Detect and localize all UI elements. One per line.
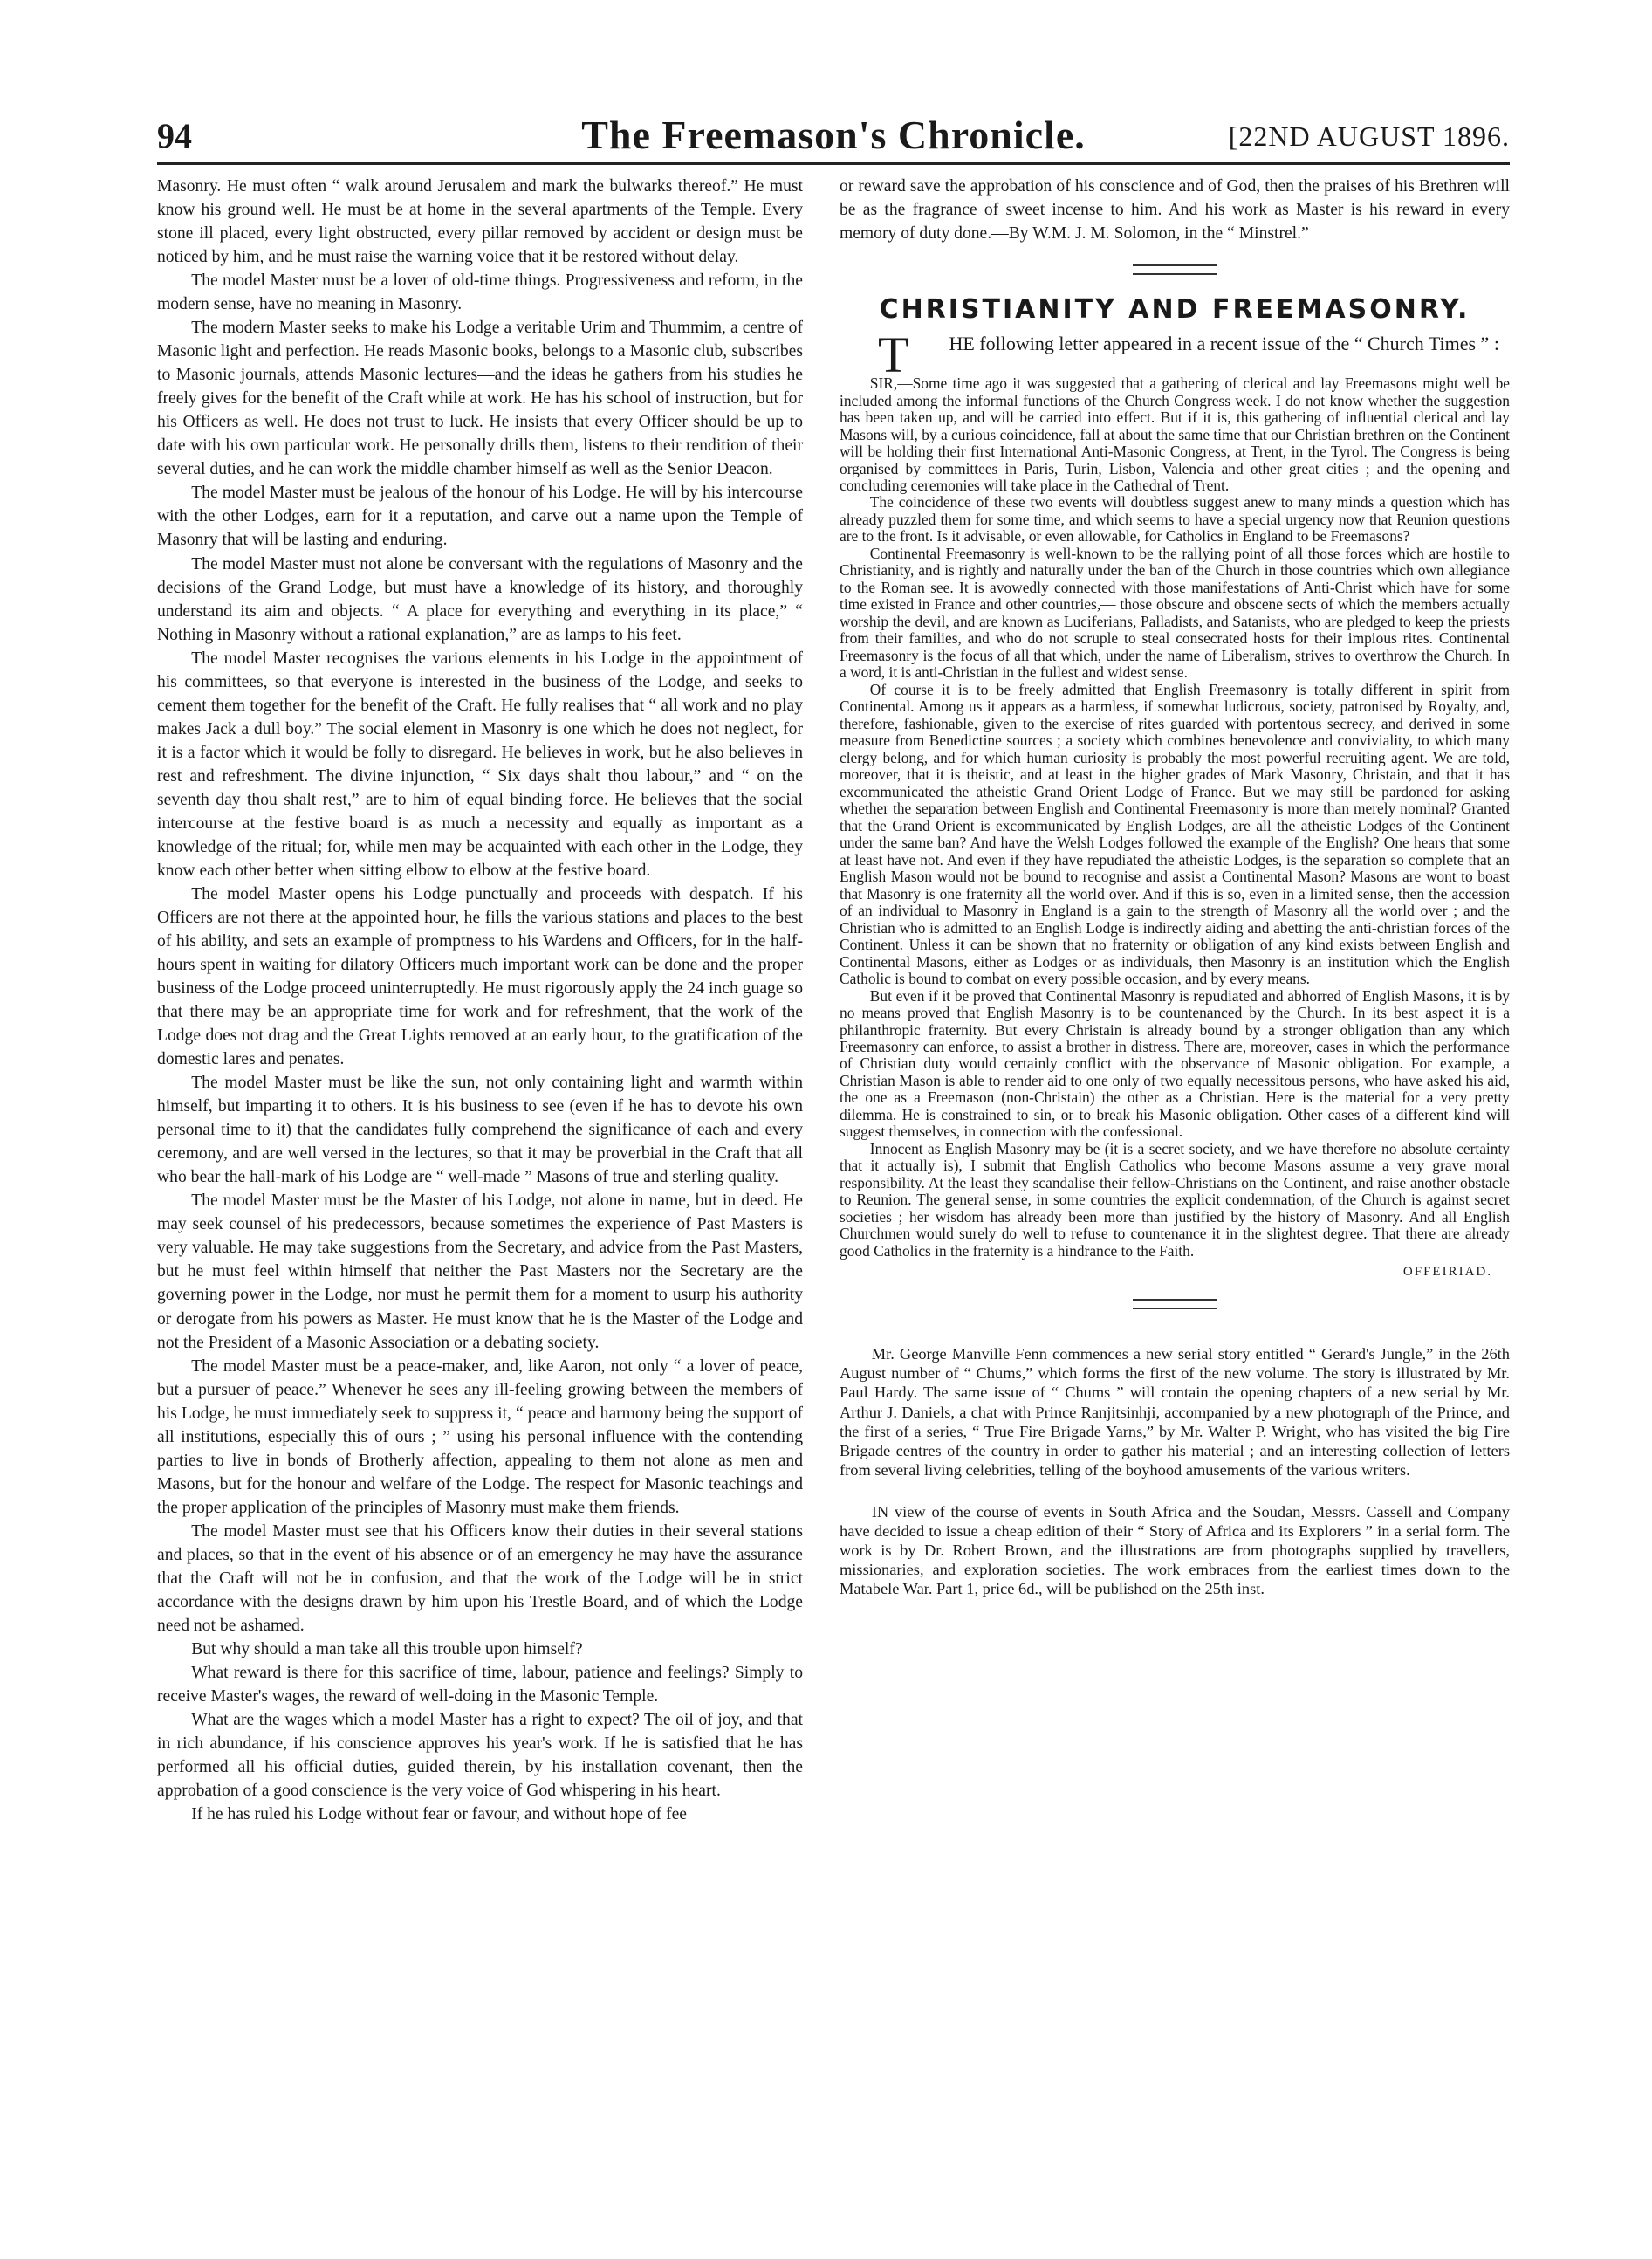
header-rule	[157, 162, 1510, 165]
left-paragraph: The model Master must not alone be conversant with the regulations of Masonry and the decisions of the Grand Lodge, but must have a knowledge of its history, and thoroughly understand its aim and objects. “ A place for everything and everything in its place,” “ Nothing in Masonry without a rational explanation,” are as lamps to his feet.	[157, 554, 803, 644]
left-column	[157, 175, 803, 1826]
left-paragraph: The model Master must be like the sun, not only containing light and warmth within himself, but imparting it to others. It is his business to see (even if he has to devote his own personal time to it) that the candidates fully comprehend the significance of each and every ceremony, and are well versed in the lectures, so that it may be proverbial in the Craft that all who bear the hall-mark of his Lodge are “ well-made ” Masons of true and sterling quality.	[157, 1074, 803, 1187]
letter-paragraph: But even if it be proved that Continental Masonry is repudiated and abhorred of English Masons, it is by no means proved that English Masonry is to be countenanced by the Church. In its best aspect it is a philanthropic fraternity. But every Christain is already bound by a stronger obligation than any which Freemasonry can enforce, to assist a brother in distress. There are, moreover, cases in which the performance of Christian duty would certainly conflict with the observance of Masonic obligation. For example, a Christian Mason is able to render aid to one only of two equally necessitous persons, who have asked his aid, the one as a Freemason (non-Christain) the other as a Christian. Here is the material for a very pretty dilemma. He is constrained to sin, or to break his Masonic obligation. Other cases of a different kind will suggest themselves, in connection with the confessional.	[840, 986, 1510, 1141]
news-item: IN view of the course of events in South Africa and the Soudan, Messrs. Cassell and Company have decided to issue a cheap edition of their “ Story of Africa and its Explorers ” in a serial form. The work is by Dr. Robert Brown, and the illustrations are from photographs supplied by travellers, missionaries, and exploration societies. The work embraces from the earliest times down to the Matabele War. Part 1, price 6d., will be published on the 25th inst.	[840, 1502, 1510, 1598]
letter-body	[840, 375, 1510, 1260]
section-divider	[1133, 264, 1217, 275]
letter-paragraph: Of course it is to be freely admitted that English Freemasonry is totally different in spirit from Continental. Among us it appears as a harmless, if somewhat ludicrous, society, patronised by Royalty, and, therefore, fashionable, given to the exercise of rites guarded with portentous secrecy, and derived in some measure from Benedictine sources ; a society which combines benevolence and conviviality, to which many clergy belong, and for which human curiosity is probably the most powerful recruiting agent. We are told, moreover, that it is theistic, and at least in the higher grades of Mark Masonry, Christain, and that it has excommunicated the atheistic Grand Orient Lodge of France. But we may still be pardoned for asking whether the separation between English and Continental Freemasonry is more than merely nominal? Granted that the Grand Orient is excommunicated by English Lodges, are all the atheistic Lodges of the Continent under the same ban? And have the Welsh Lodges followed the example of the English? One hears that some at least have not. And even if they have repudiated the atheistic Lodges, is the separation so complete that an English Mason would not be bound to recognise and assist a Continental Mason? Masons are wont to boast that Masonry is one fraternity all the world over. And if this is so, even in a limited sense, then the accession of an individual to Masonry in England is a gain to the strength of Masonry all the world over ; and the Christian who is admitted to an English Lodge is indirectly aiding and abetting the anti-christian forces of the Continent. Unless it can be shown that no fraternity or obligation of any kind exists between English and Continental Masons, either as Lodges or as individuals, then Masonry is an institution which the English Catholic is bound to combat on every possible occasion, and by every means.	[840, 680, 1510, 988]
issue-date: [22ND AUGUST 1896.	[1228, 120, 1510, 152]
drop-cap: T	[878, 326, 909, 384]
left-paragraph: The model Master recognises the various elements in his Lodge in the appointment of his committees, so that everyone is interested in the business of the Lodge, and seeks to cement them together for the benefit of the Craft. He fully realises that “ all work and no play makes Jack a dull boy.” The social element in Masonry is one which he does not neglect, for it is a factor which it would be folly to disregard. He believes in work, but he also believes in rest and refreshment. The divine injunction, “ Six days shalt thou labour,” and “ on the seventh day thou shalt rest,” are to him of equal binding force. He believes that the social intercourse at the festive board is as much a necessity and equally as important as a knowledge of the ritual; for, while men may be acquainted with each other in the Lodge, they know each other better when sitting elbow to elbow at the festive board.	[157, 649, 803, 880]
letter-paragraph: Innocent as English Masonry may be (it is a secret society, and we have therefore no absolute certainty that it actually is), I submit that English Catholics who become Masons assume a very grave moral responsibility. At the least they scandalise their fellow-Christians on the Continent, and raise another obstacle to Reunion. The general sense, in some countries the explicit condemnation, of the Church is against secret societies ; her wisdom has already been more than justified by the history of Masonry. And all English Churchmen would surely do well to refuse to countenance it in the slightest degree. That there are already good Catholics in the fraternity is a hindrance to the Faith.	[840, 1139, 1510, 1260]
letter-paragraph: SIR,—Some time ago it was suggested that a gathering of clerical and lay Freemasons might well be included among the informal functions of the Church Congress week. I do not know whether the suggestion has been taken up, and will be carried into effect. But if it is, this gathering of influential clerical and lay Masons will, by a curious coincidence, fall at about the same time that our Christian brethren on the Continent will be holding their first International Anti-Masonic Congress, at Trent, in the Tyrol. The Congress is being organised by committees in Paris, Turin, Lisbon, Valencia and other great cities ; and the opening and concluding ceremonies will take place in the Cathedral of Trent.	[840, 374, 1510, 494]
left-paragraph: Masonry. He must often “ walk around Jerusalem and mark the bulwarks thereof.” He must know his ground well. He must be at home in the several apartments of the Temple. Every stone ill placed, every light obstructed, every pillar removed by accident or design must be noticed by him, and he must raise the warning voice that it be restored without delay.	[157, 177, 803, 267]
left-paragraph: What reward is there for this sacrifice of time, labour, patience and feelings? Simply to receive Master's wages, the reward of well-doing in the Masonic Temple.	[157, 1663, 803, 1706]
left-paragraph: What are the wages which a model Master has a right to expect? The oil of joy, and that in rich abundance, if his conscience approves his year's work. If he is satisfied that he has performed all his official duties, guided therein, by his installation covenant, then the approbation of a good conscience is the very voice of God whispering in his heart.	[157, 1711, 803, 1801]
section-divider	[1133, 1299, 1217, 1309]
left-paragraph: The model Master must see that his Officers know their duties in their several stations and places, so that in the event of his absence or of an emergency he may have the assurance that the Craft will not be in confusion, and that the work of the Lodge will be in strict accordance with the designs drawn by him upon his Trestle Board, and of which the Lodge need not be ashamed.	[157, 1521, 803, 1635]
letter-paragraph: Continental Freemasonry is well-known to be the rallying point of all those forces which are hostile to Christianity, and is rightly and naturally under the ban of the Church in those countries which own allegiance to the Roman see. It is avowedly connected with those manifestations of Anti-Christ which have for some time existed in France and other countries,— those obscure and obscene sects of which the members actually worship the devil, and are known as Luciferians, Palladists, and Satanists, who are pledged to keep the priests from their families, and who do not scruple to steal consecrated hosts for their impious rites. Continental Freemasonry is the focus of all that which, under the name of Liberalism, strives to overthrow the Church. In a word, it is anti-Christian in the fullest and widest sense.	[840, 544, 1510, 682]
article-continuation: or reward save the approbation of his conscience and of God, then the praises of his Brethren will be as the fragrance of sweet incense to him. And his work as Master is his reward in every memory of duty done.—By W.M. J. M. Solomon, in the “ Minstrel.”	[840, 177, 1510, 244]
article-lead	[840, 326, 1510, 384]
left-paragraph: The model Master must be jealous of the honour of his Lodge. He will by his intercourse with the other Lodges, earn for it a reputation, and carve out a name upon the Temple of Masonry that will be lasting and enduring.	[157, 484, 803, 550]
right-column	[840, 175, 1510, 1598]
left-paragraph: The model Master opens his Lodge punctually and proceeds with despatch. If his Officers are not there at the appointed hour, he fills the various stations and places to the best of his ability, and sets an example of promptness to his Wardens and Officers, for in the half-hours spent in waiting for dilatory Officers much important work can be done and the proper business of the Lodge proceed uninterruptedly. He must rigorously apply the 24 inch guage so that there may be an appropriate time for work and for refreshment, that the work of the Lodge does not drag and the Great Lights removed at an early hour, to the gratification of the domestic lares and penates.	[157, 884, 803, 1069]
lead-text: HE following letter appeared in a recent issue of the “ Church Times ” :	[949, 333, 1499, 355]
article-title: CHRISTIANITY AND FREEMASONRY.	[879, 294, 1470, 326]
letter-signature: OFFEIRIAD.	[1402, 1265, 1492, 1280]
left-paragraph: The model Master must be a peace-maker, and, like Aaron, not only “ a lover of peace, but a pursuer of peace.” Whenever he sees any ill-feeling growing between the members of his Lodge, he must immediately seek to suppress it, “ peace and harmony being the support of all institutions, especially this of ours ; ” using his personal influence with the contending parties to live in bonds of Brotherly affection, appealing to them not alone as men and Masons, but for the honour and welfare of the Lodge. The respect for Masonic teachings and the proper application of the principles of Masonry must make them friends.	[157, 1356, 803, 1517]
news-items	[840, 1344, 1510, 1598]
letter-paragraph: The coincidence of these two events will doubtless suggest anew to many minds a question which has already puzzled them for some time, and which seems to have a special urgency now that Reunion questions are to the front. Is it advisable, or even allowable, for Catholics in England to be Freemasons?	[840, 493, 1510, 546]
page-number: 94	[157, 116, 192, 155]
left-paragraph: The modern Master seeks to make his Lodge a veritable Urim and Thummim, a centre of Masonic light and perfection. He reads Masonic books, belongs to a Masonic club, subscribes to Masonic journals, attends Masonic lectures—and the ideas he gathers from his studies he freely gives for the benefit of the Craft while at work. He has his school of instruction, but for his Officers as well. He does not trust to luck. He insists that every Officer should be up to date with his own particular work. He personally drills them, listens to their rendition of their several duties, and he can work the middle chamber himself as well as the Senior Deacon.	[157, 319, 803, 479]
left-paragraph: If he has ruled his Lodge without fear or favour, and without hope of fee	[191, 1805, 687, 1824]
page-header	[157, 115, 1510, 155]
left-paragraph: The model Master must be the Master of his Lodge, not alone in name, but in deed. He may seek counsel of his predecessors, because sometimes the experience of Past Masters is very valuable. He may take suggestions from the Secretary, and advice from the Past Masters, but he must feel within himself that neither the Past Masters nor the Secretary are the governing power in the Lodge, nor must he permit them for a moment to usurp his authority or derogate from his powers as Master. He must know that he is the Master of the Lodge and not the President of a Masonic Association or a debating society.	[157, 1191, 803, 1352]
news-item: Mr. George Manville Fenn commences a new serial story entitled “ Gerard's Jungle,” in the 26th August number of “ Chums,” which forms the first of the new volume. The story is illustrated by Mr. Paul Hardy. The same issue of “ Chums ” will contain the opening chapters of a new serial by Mr. Arthur J. Daniels, a chat with Prince Ranjitsinhji, accompanied by a new photograph of the Prince, and the first of a series, “ True Fire Brigade Yarns,” by Mr. Walter P. Wright, who has visited the big Fire Brigade centres of the country in order to gather his material ; and an interesting collection of letters from several living celebrities, telling of the boyhood amusements of the various writers.	[840, 1345, 1510, 1479]
masthead-title: The Freemason's Chronicle.	[581, 113, 1086, 157]
left-paragraph: The model Master must be a lover of old-time things. Progressiveness and reform, in the modern sense, have no meaning in Masonry.	[157, 271, 803, 314]
left-paragraph: But why should a man take all this trouble upon himself?	[191, 1639, 583, 1658]
